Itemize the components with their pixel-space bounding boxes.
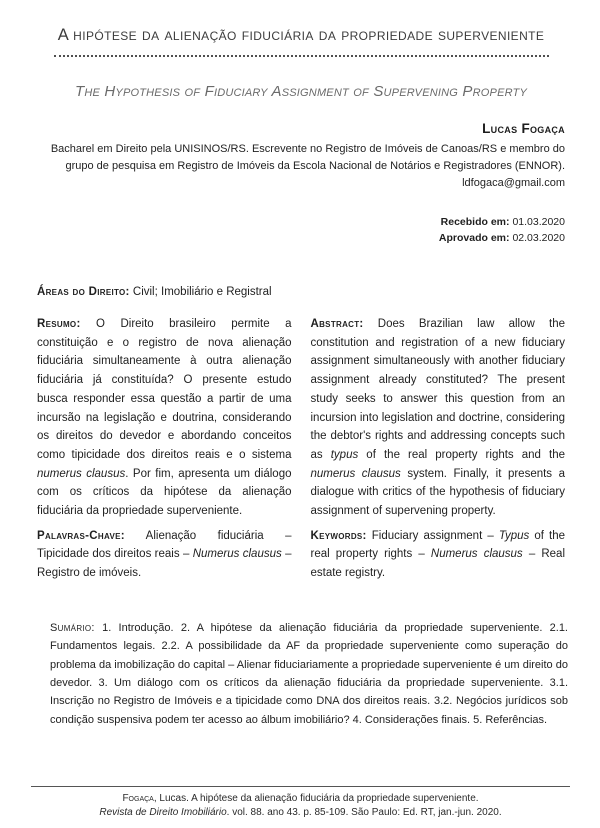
title-divider	[54, 55, 549, 57]
abstract-paragraph	[311, 315, 566, 521]
palavras-chave-text: Alienação fiduciária – Tipicidade dos direitos reais – Numerus clausus – Registro de imóveis.	[37, 529, 292, 580]
author-name: Lucas Fogaça	[482, 121, 565, 136]
sumario-paragraph	[50, 619, 568, 729]
author-block	[37, 121, 565, 192]
article-title-en: The Hypothesis of Fiduciary Assignment of Supervening Property	[74, 83, 528, 100]
abstract-label: Abstract:	[310, 318, 364, 330]
keywords-paragraph	[311, 527, 566, 583]
resumo-column	[37, 315, 292, 583]
law-areas-line	[37, 286, 565, 298]
resumo-text: O Direito brasileiro permite a constituição e o registro de nova alienação fiduciária simultaneamente à outra alienação fiduciária já constituída? O presente estudo busca responder essa questão a partir de uma incursão na legislação e doutrina, considerando os direitos do devedor e abordando conceitos como tipicidade dos direitos reais e o sistema numerus clausus. Por fim, apresenta um diálogo com os críticos da hipótese da alienação fiduciária da propriedade superveniente.	[37, 318, 292, 518]
received-value: 01.03.2020	[512, 216, 565, 228]
approved-value: 02.03.2020	[512, 232, 565, 244]
abstract-columns	[37, 315, 565, 583]
approved-date-row	[37, 230, 565, 246]
law-areas-value: Civil; Imobiliário e Registral	[132, 286, 272, 298]
citation-line-1: Fogaça, Lucas. A hipótese da alienação fiduciária da propriedade superveniente.	[122, 793, 479, 804]
law-areas-label: Áreas do Direito:	[37, 286, 130, 298]
citation-line-2: Revista de Direito Imobiliário. vol. 88. ano 43. p. 85-109. São Paulo: Ed. RT, jan.-jun. 2020.	[99, 806, 502, 818]
author-email: ldfogaca@gmail.com	[462, 177, 565, 189]
keywords-text: Fiduciary assignment – Typus of the real property rights – Numerus clausus – Real estate registry.	[310, 529, 565, 580]
article-title: A hipótese da alienação fiduciária da propriedade superveniente	[57, 26, 545, 44]
resumo-label: Resumo:	[37, 318, 81, 330]
resumo-paragraph	[37, 315, 292, 521]
review-dates	[37, 214, 565, 246]
approved-label: Aprovado em:	[438, 232, 510, 244]
author-bio: Bacharel em Direito pela UNISINOS/RS. Escrevente no Registro de Imóveis de Canoas/RS e membro do grupo de pesquisa em Registro de Imóveis da Escola Nacional de Notários e Registradores (ENNOR).	[50, 143, 565, 172]
received-date-row	[37, 214, 565, 230]
palavras-chave-paragraph	[37, 527, 292, 583]
abstract-column	[311, 315, 566, 583]
sumario-text: 1. Introdução. 2. A hipótese da alienação fiduciária da propriedade superveniente. 2.1. Fundamentos legais. 2.2. A possibilidade da AF da propriedade superveniente como superação do problema da imobilização do capital – Alienar fiduciariamente a propriedade superveniente é um direito do devedor. 3. Um diálogo com os críticos da alienação fiduciária da propriedade superveniente. 3.1. Inscrição no Registro de Imóveis e a tipicidade como DNA dos direitos reais. 3.2. Negócios jurídicos sob condição suspensiva podem ter acesso ao álbum imobiliário? 4. Considerações finais. 5. Referências.	[50, 621, 568, 726]
keywords-label: Keywords:	[310, 529, 367, 542]
received-label: Recebido em:	[440, 216, 510, 228]
footer-citation	[31, 786, 570, 819]
palavras-chave-label: Palavras-Chave:	[37, 529, 125, 542]
abstract-text: Does Brazilian law allow the constitution and registration of a new fiduciary assignment simultaneously with another fiduciary assignment already constituted? The present study seeks to answer this question from an incursion into legislation and doctrine, considering the debtor's rights and addressing concepts such as typus of the real property rights and the numerus clausus system. Finally, it presents a dialogue with critics of the hypothesis of fiduciary assignment of supervening property.	[310, 318, 566, 518]
sumario-label: Sumário:	[50, 621, 95, 634]
